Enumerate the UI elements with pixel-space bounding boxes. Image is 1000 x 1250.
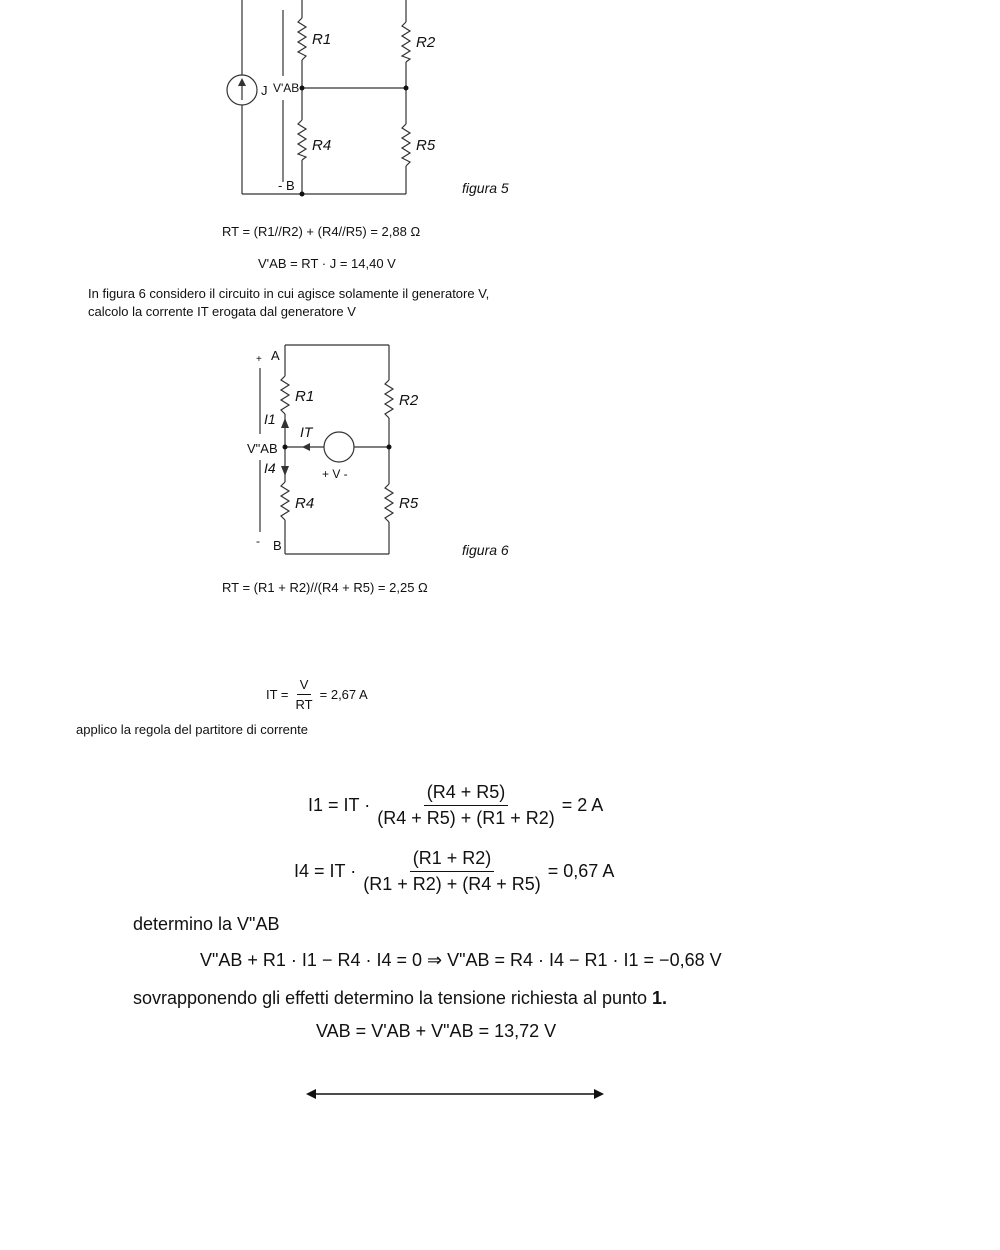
equation-i1-numerator: (R4 + R5) — [424, 782, 509, 806]
equation-i4-fraction — [360, 848, 544, 895]
equation-rt-figure6: RT = (R1 + R2)//(R4 + R5) = 2,25 Ω — [222, 580, 428, 595]
figure-5-circuit — [0, 0, 1000, 210]
fig5-label-b: - B — [278, 178, 295, 193]
paragraph-determine-vab: determino la V"AB — [133, 914, 280, 934]
equation-i1 — [308, 782, 603, 829]
equation-i1-lhs: I1 = IT · — [308, 795, 371, 815]
fig6-label-r1: R1 — [295, 388, 315, 405]
fig6-label-v: + V - — [322, 467, 348, 481]
equation-vab-total: VAB = V'AB + V"AB = 13,72 V — [316, 1021, 557, 1041]
equation-i4 — [294, 848, 614, 895]
fig6-label-b: B — [273, 538, 282, 553]
fig6-label-it: IT — [300, 424, 313, 440]
equation-i4-denominator: (R1 + R2) + (R4 + R5) — [363, 874, 541, 894]
fig5-label-r5: R5 — [416, 137, 436, 154]
paragraph-superposition — [133, 988, 667, 1009]
fig5-label-r4: R4 — [312, 137, 332, 154]
equation-it-numerator: V — [297, 677, 312, 695]
equation-vab-double-prime: V"AB + R1 · I1 − R4 · I4 = 0 ⇒ V"AB = R4 · I4 − R1 · I1 = −0,68 V — [200, 950, 722, 970]
paragraph-superposition-point: 1. — [652, 988, 668, 1008]
equation-i4-lhs: I4 = IT · — [294, 861, 357, 881]
paragraph-current-divider: applico la regola del partitore di corrente — [76, 722, 308, 737]
equation-i4-numerator: (R1 + R2) — [410, 848, 495, 872]
fig6-label-plus: + — [256, 354, 262, 365]
figure-6-caption: figura 6 — [462, 542, 509, 558]
fig6-label-r2: R2 — [399, 392, 419, 409]
equation-i1-denominator: (R4 + R5) + (R1 + R2) — [377, 808, 555, 828]
paragraph-superposition-text: sovrapponendo gli effetti determino la tensione richiesta al punto — [133, 988, 648, 1008]
figure-5-caption: figura 5 — [462, 180, 509, 196]
fig6-label-minus: - — [256, 534, 260, 548]
fig6-label-r5: R5 — [399, 495, 419, 512]
equation-vab-prime: V'AB = RT · J = 14,40 V — [258, 256, 396, 271]
equation-rt-figure5: RT = (R1//R2) + (R4//R5) = 2,88 Ω — [222, 224, 421, 239]
fig5-label-vab: V'AB — [273, 81, 300, 95]
paragraph-figure6-intro-1: In figura 6 considero il circuito in cui agisce solamente il generatore V, — [88, 286, 490, 301]
paragraph-figure6-intro-2: calcolo la corrente IT erogata dal generatore V — [88, 304, 356, 319]
double-arrow-divider — [300, 1084, 610, 1104]
equation-i1-fraction — [374, 782, 558, 829]
equation-i1-rhs: = 2 A — [561, 795, 604, 815]
fig6-label-i4: I4 — [264, 460, 276, 476]
equation-i4-rhs: = 0,67 A — [547, 861, 615, 881]
fig6-label-vab: V"AB — [247, 441, 278, 456]
fig5-label-r2: R2 — [416, 34, 436, 51]
equation-it-fraction — [293, 677, 316, 712]
fig6-label-r4: R4 — [295, 495, 315, 512]
fig6-label-a: A — [271, 348, 280, 363]
fig5-label-r1: R1 — [312, 31, 332, 48]
fig6-label-i1: I1 — [264, 411, 276, 427]
equation-it — [266, 677, 368, 712]
fig5-label-j: J — [261, 83, 268, 98]
equation-it-denominator: RT — [295, 697, 313, 712]
equation-it-rhs: = 2,67 A — [319, 687, 368, 702]
equation-it-lhs: IT = — [266, 687, 289, 702]
